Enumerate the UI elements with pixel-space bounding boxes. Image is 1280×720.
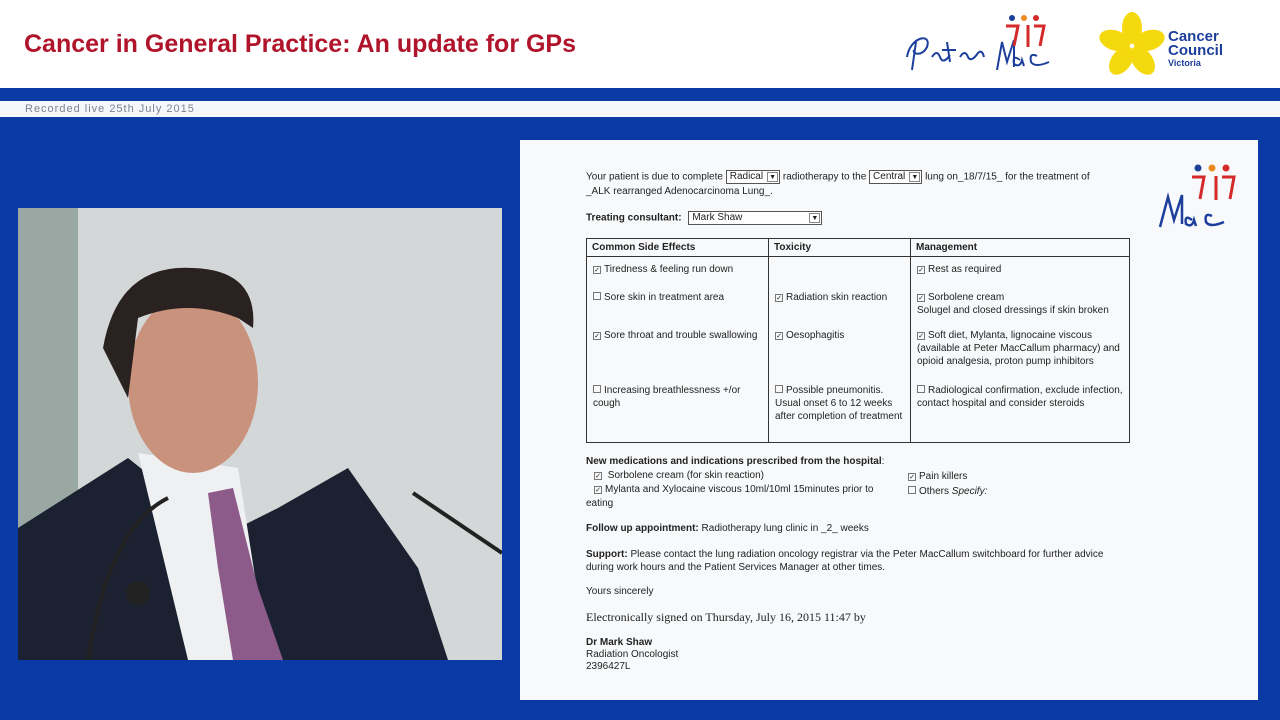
cell-note: Solugel and closed dressings if skin broken <box>917 305 1109 316</box>
recorded-date: Recorded live 25th July 2015 <box>25 103 195 115</box>
treatment-type-select[interactable] <box>726 170 780 184</box>
table-cell <box>917 291 1125 317</box>
cell-text: Possible pneumonitis. Usual onset 6 to 12 weeks after completion of treatment <box>775 385 903 422</box>
select-value: Central <box>873 171 906 182</box>
checkbox-checked[interactable]: ✓ <box>594 333 600 340</box>
intro-text: radiotherapy to the <box>782 171 867 183</box>
closing-text: Yours sincerely <box>586 586 654 597</box>
select-value: Mark Shaw <box>692 212 743 223</box>
table-body <box>587 257 1129 442</box>
support-label: Support: <box>586 549 628 560</box>
peter-mac-mark-icon <box>1150 162 1240 237</box>
consultant-select[interactable] <box>688 211 822 225</box>
chevron-down-icon: ▼ <box>809 213 820 223</box>
table-cell <box>593 329 764 342</box>
med-item <box>586 483 894 511</box>
logo-text: Cancer <box>1168 28 1219 45</box>
signer-id: 2396427L <box>586 661 631 672</box>
checkbox-unchecked[interactable] <box>593 292 601 300</box>
checkbox-checked[interactable]: ✓ <box>595 473 601 480</box>
signed-text: Electronically signed on Thursday, July 16, 2015 11:47 by <box>586 610 866 624</box>
checkbox-checked[interactable]: ✓ <box>776 333 782 340</box>
medications-label: New medications and indications prescribed from the hospital <box>586 456 882 467</box>
table-cell <box>593 291 764 304</box>
cell-text: Sorbolene cream <box>928 292 1005 303</box>
logo-text: Council <box>1168 42 1223 59</box>
table-cell <box>917 263 1125 276</box>
table-cell <box>775 329 906 342</box>
table-column <box>911 257 1129 442</box>
table-cell <box>593 384 764 410</box>
cell-text: Sore throat and trouble swallowing <box>604 330 758 341</box>
cell-text: Radiation skin reaction <box>786 292 888 303</box>
cell-text: Soft diet, Mylanta, lignocaine viscous (available at Peter MacCallum pharmacy) and opioid analgesia, proton pump inhibitors <box>917 330 1120 367</box>
location-select[interactable] <box>869 170 922 184</box>
med-item <box>908 469 987 484</box>
checkbox-checked[interactable]: ✓ <box>776 295 782 302</box>
cell-text: Rest as required <box>928 264 1002 275</box>
column-header: Management <box>911 239 1130 257</box>
table-cell <box>775 384 906 423</box>
intro-paragraph <box>586 170 1146 199</box>
checkbox-checked[interactable]: ✓ <box>594 267 600 274</box>
table-cell <box>775 291 906 304</box>
checkbox-unchecked[interactable] <box>917 385 925 393</box>
cell-text: Increasing breathlessness +/or cough <box>593 385 741 409</box>
logo-text: Victoria <box>1168 58 1201 68</box>
intro-text: Your patient is due to complete <box>586 171 723 183</box>
signer-role: Radiation Oncologist <box>586 649 679 660</box>
checkbox-checked[interactable]: ✓ <box>595 487 601 494</box>
checkbox-checked[interactable]: ✓ <box>909 474 915 481</box>
medications-section: New medications and indications prescribed from the hospital: ✓ Sorbolene cream (for skin reaction) ✓ Mylanta and Xylocaine viscous 10ml/10ml 15minutes prior to eating ✓ Pain killers Others Specify: <box>586 456 988 509</box>
consultant-row <box>586 211 822 225</box>
med-label: Sorbolene cream (for skin reaction) <box>607 470 764 481</box>
table-cell <box>917 384 1125 410</box>
followup-text: Radiotherapy lung clinic in _2_ weeks <box>701 523 869 534</box>
checkbox-checked[interactable]: ✓ <box>918 295 924 302</box>
intro-text: lung on_18/7/15_ for the treatment of <box>925 171 1090 183</box>
cell-text: Radiological confirmation, exclude infection, contact hospital and consider steroids <box>917 385 1123 409</box>
med-label: Pain killers <box>919 471 968 482</box>
speaker-video[interactable] <box>18 208 502 660</box>
consultant-label: Treating consultant: <box>586 212 682 224</box>
column-header: Common Side Effects <box>587 239 769 257</box>
column-header: Toxicity <box>769 239 911 257</box>
checkbox-unchecked[interactable] <box>775 385 783 393</box>
header-bar <box>0 0 1280 88</box>
chevron-down-icon: ▼ <box>909 172 920 182</box>
table-column <box>769 257 911 442</box>
divider-band <box>0 88 1280 101</box>
signer-name: Dr Mark Shaw <box>586 637 653 648</box>
med-item <box>594 469 894 483</box>
specify-label: Specify: <box>951 486 988 497</box>
med-label: Others <box>919 486 950 497</box>
support-text: Please contact the lung radiation oncology registrar via the Peter MacCallum switchboard for further advice during work hours and the Patient Services Manager at other times. <box>586 549 1104 573</box>
followup-label: Follow up appointment: <box>586 523 699 534</box>
chevron-down-icon: ▼ <box>767 172 778 182</box>
checkbox-checked[interactable]: ✓ <box>918 267 924 274</box>
med-item <box>908 484 987 499</box>
speaker-image <box>18 208 502 660</box>
peter-mac-logo <box>902 12 1057 77</box>
cell-text: Oesophagitis <box>786 330 845 341</box>
signature-block <box>586 637 678 673</box>
side-effects-table <box>586 238 1130 443</box>
support-row <box>586 548 1126 574</box>
table-column <box>587 257 769 442</box>
checkbox-unchecked[interactable] <box>908 486 916 494</box>
med-label: Mylanta and Xylocaine viscous 10ml/10ml 15minutes prior to eating <box>586 484 874 509</box>
checkbox-unchecked[interactable] <box>593 385 601 393</box>
cancer-council-logo <box>1168 30 1223 69</box>
presentation-title: Cancer in General Practice: An update for GPs <box>24 30 577 58</box>
table-cell <box>917 329 1125 368</box>
table-cell <box>593 263 764 276</box>
diagnosis-text: _ALK rearranged Adenocarcinoma Lung_. <box>586 185 773 197</box>
cell-text: Sore skin in treatment area <box>604 292 725 303</box>
followup-row <box>586 523 869 534</box>
select-value: Radical <box>729 171 764 182</box>
referral-letter-slide <box>520 140 1258 700</box>
checkbox-checked[interactable]: ✓ <box>918 333 924 340</box>
cell-text: Tiredness & feeling run down <box>604 264 734 275</box>
